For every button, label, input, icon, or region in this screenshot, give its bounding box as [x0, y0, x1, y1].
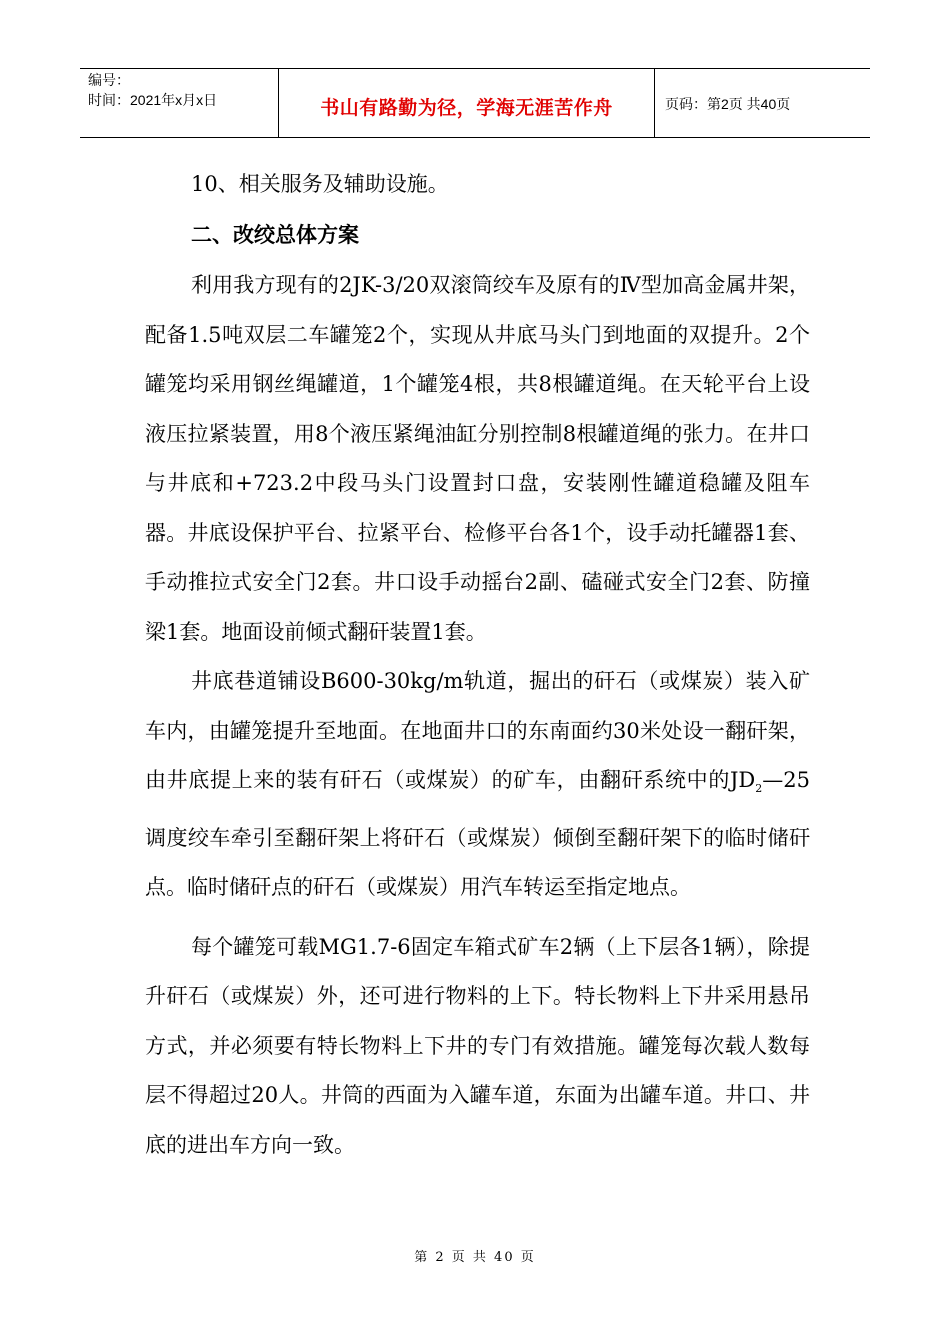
header-page-info: 页码：第2页 共40页 [665, 96, 791, 112]
header-page-cell [655, 69, 870, 137]
header-left-cell [80, 69, 279, 137]
header-motto: 书山有路勤为径，学海无涯苦作舟 [320, 97, 613, 119]
paragraph-2 [145, 657, 810, 913]
section-heading: 二、改绞总体方案 [191, 221, 359, 247]
paragraph-2-part-a: 井底巷道铺设B600-30kg/m轨道，掘出的矸石（或煤炭）装入矿车内，由罐笼提升至地面。在地面井口的东南面约30米处设一翻矸架，由井底提上来的装有矸石（或煤炭）的矿车，由翻矸系统中的JD [145, 669, 810, 792]
document-date-label: 时间：2021年x月x日 [88, 92, 218, 108]
document-number-label: 编号： [88, 72, 130, 88]
paragraph-1: 利用我方现有的2JK-3/20双滚筒绞车及原有的Ⅳ型加高金属井架，配备1.5吨双层二车罐笼2个，实现从井底马头门到地面的双提升。2个罐笼均采用钢丝绳罐道，1个罐笼4根，共8根罐道绳。在天轮平台上设液压拉紧装置，用8个液压紧绳油缸分别控制8根罐道绳的张力。在井口与井底和+723.2中段马头门设置封口盘，安装刚性罐道稳罐及阻车器。井底设保护平台、拉紧平台、检修平台各1个，设手动托罐器1套、手动推拉式安全门2套。井口设手动摇台2副、磕碰式安全门2套、防撞梁1套。地面设前倾式翻矸装置1套。 [145, 273, 810, 644]
list-item-10: 10、相关服务及辅助设施。 [191, 172, 449, 196]
paragraph-2-part-b: —25调度绞车牵引至翻矸架上将矸石（或煤炭）倾倒至翻矸架下的临时储矸点。临时储矸点的矸石（或煤炭）用汽车转运至指定地点。 [145, 768, 810, 900]
document-header [80, 68, 870, 138]
document-body [145, 160, 810, 1170]
header-motto-cell [279, 69, 655, 137]
page-footer: 第 2 页 共 40 页 [414, 1250, 536, 1265]
subscript: 2 [755, 782, 763, 796]
paragraph-3: 每个罐笼可载MG1.7-6固定车箱式矿车2辆（上下层各1辆），除提升矸石（或煤炭）外，还可进行物料的上下。特长物料上下井采用悬吊方式，并必须要有特长物料上下井的专门有效措施。罐笼每次载人数每层不得超过20人。井筒的西面为入罐车道，东面为出罐车道。井口、井底的进出车方向一致。 [145, 934, 810, 1157]
